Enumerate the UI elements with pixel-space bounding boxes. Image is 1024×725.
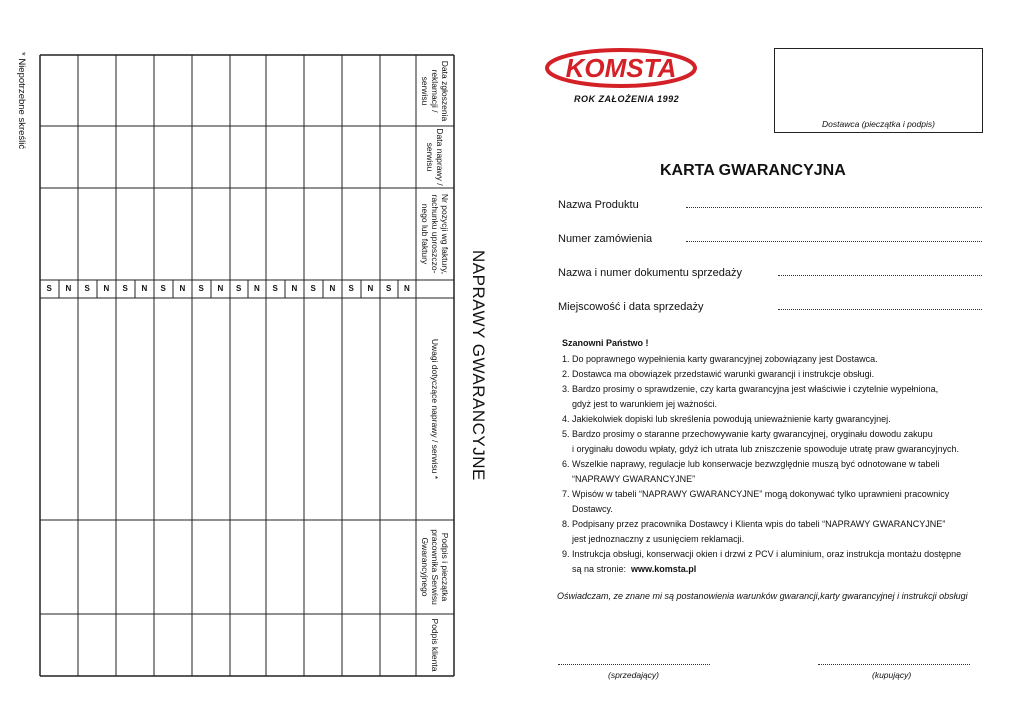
mark-n[interactable]: N [179, 284, 186, 293]
rule-line: 8. Podpisany przez pracownika Dostawcy i Klienta wpis do tabeli “NAPRAWY GWARANCYJNE” [562, 519, 946, 529]
rule-line: 2. Dostawca ma obowiązek przedstawić warunki gwarancji i instrukcje obsługi. [562, 369, 875, 379]
website-link[interactable]: www.komsta.pl [631, 564, 697, 574]
supplier-stamp-box[interactable] [774, 48, 983, 133]
warranty-rules [562, 352, 982, 577]
rule-line: 5. Bardzo prosimy o staranne przechowywanie karty gwarancyjnej, oryginału dowodu zakupu [562, 429, 933, 439]
mark-n[interactable]: N [367, 284, 374, 293]
mark-s[interactable]: S [84, 284, 90, 293]
rule-line: “NAPRAWY GWARANCYJNE” [572, 474, 696, 484]
mark-n[interactable]: N [217, 284, 224, 293]
header-client-signature: Podpis klienta [430, 618, 440, 672]
founded-year: ROK ZAŁOŻENIA 1992 [574, 94, 680, 104]
place-date-label: Miejscowość i data sprzedaży [558, 301, 704, 313]
mark-n[interactable]: N [141, 284, 148, 293]
rule-line: 6. Wszelkie naprawy, regulacje lub konserwacje bezwzględnie muszą być odnotowane w tabeli [562, 459, 940, 469]
mark-n[interactable]: N [65, 284, 72, 293]
sales-document-label: Nazwa i numer dokumentu sprzedaży [558, 267, 743, 279]
rule-line: 4. Jakiekolwiek dopiski lub skreślenia powodują unieważnienie karty gwarancyjnej. [562, 414, 891, 424]
mark-s[interactable]: S [348, 284, 354, 293]
order-number-field[interactable] [686, 240, 982, 242]
rule-line: gdyż jest to warunkiem jej ważności. [572, 399, 718, 409]
header-date-report: Data zgłoszenia reklamacji / serwisu [420, 60, 450, 122]
rule-line: 1. Do poprawnego wypełnienia karty gwarancyjnej zobowiązany jest Dostawca. [562, 354, 878, 364]
rule-line-website: są na stronie: www.komsta.pl [572, 564, 697, 574]
mark-s[interactable]: S [122, 284, 128, 293]
mark-n[interactable]: N [404, 284, 410, 293]
svg-text:KOMSTA: KOMSTA [565, 53, 677, 83]
place-date-field[interactable] [778, 308, 982, 310]
rule-line: 3. Bardzo prosimy o sprawdzenie, czy karta gwarancyjna jest właściwie i czytelnie wypełniona, [562, 384, 939, 394]
mark-s[interactable]: S [46, 284, 52, 293]
rule-line: 7. Wpisów w tabeli “NAPRAWY GWARANCYJNE” mogą dokonywać tylko uprawnieni pracownicy [562, 489, 950, 499]
mark-s[interactable]: S [160, 284, 166, 293]
header-remarks: Uwagi dotyczące naprawy / serwisu * [430, 338, 440, 480]
mark-s[interactable]: S [386, 284, 392, 293]
mark-s[interactable]: S [272, 284, 278, 293]
seller-signature-line[interactable] [558, 664, 710, 665]
mark-s[interactable]: S [236, 284, 242, 293]
buyer-signature-label: (kupujący) [872, 670, 912, 680]
rule-line: i oryginału dowodu wpłaty, gdyż ich utrata lub zniszczenie spowoduje utratę praw gwarancyjnych. [572, 444, 960, 454]
product-name-label: Nazwa Produktu [558, 199, 639, 211]
rule-line: jest jednoznaczny z usunięciem reklamacji. [572, 534, 745, 544]
product-name-field[interactable] [686, 206, 982, 208]
order-number-label: Numer zamówienia [558, 233, 653, 245]
mark-n[interactable]: N [291, 284, 298, 293]
buyer-signature-line[interactable] [818, 664, 970, 665]
seller-signature-label: (sprzedający) [608, 670, 660, 680]
rule-line: Dostawcy. [572, 504, 613, 514]
supplier-stamp-label: Dostawca (pieczątka i podpis) [822, 119, 935, 129]
sales-document-field[interactable] [778, 274, 982, 276]
mark-s[interactable]: S [310, 284, 316, 293]
page-title: KARTA GWARANCYJNA [660, 162, 846, 179]
rule-line: 9. Instrukcja obsługi, konserwacji okien i drzwi z PCV i aluminium, oraz instrukcja montażu dostępne [562, 549, 962, 559]
declaration: Oświadczam, ze znane mi są postanowienia warunków gwarancji,karty gwarancyjnej i instrukcji obsługi [557, 591, 968, 601]
footnote: * Niepotrzebne skreślić [16, 52, 27, 150]
header-date-repair: Data naprawy / serwisu [425, 128, 445, 186]
repairs-title: NAPRAWY GWARANCYJNE [469, 250, 488, 481]
mark-n[interactable]: N [254, 284, 260, 293]
komsta-logo [545, 48, 697, 88]
header-invoice: Nr pozycji wg faktury, rachunku uproszczo-nego lub faktury [420, 193, 450, 275]
mark-n[interactable]: N [329, 284, 336, 293]
mark-s[interactable]: S [198, 284, 204, 293]
header-stamp: Podpis i pieczątka pracownika Serwisu Gwarancyjnego [420, 529, 450, 605]
repairs-table-grid [0, 0, 460, 725]
mark-n[interactable]: N [103, 284, 110, 293]
greeting: Szanowni Państwo ! [562, 338, 649, 348]
